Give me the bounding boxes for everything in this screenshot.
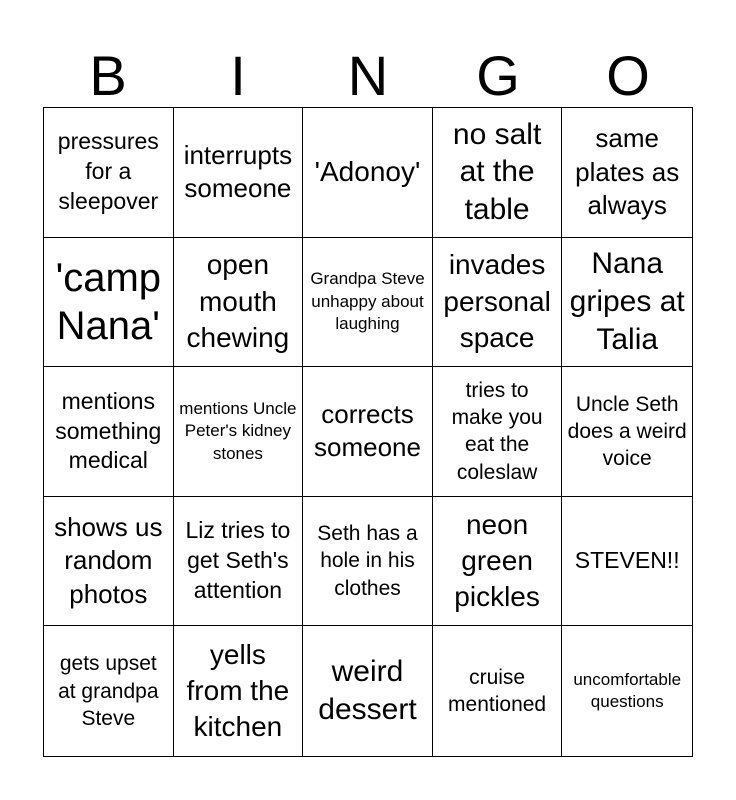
cell-text: gets upset at grandpa Steve: [58, 652, 159, 730]
bingo-cell[interactable]: [44, 626, 174, 756]
cell-text: STEVEN!!: [574, 547, 680, 574]
bingo-cell[interactable]: [433, 108, 563, 238]
cell-text: yells from the kitchen: [186, 638, 290, 743]
bingo-header: [43, 44, 693, 108]
bingo-cell[interactable]: [433, 626, 563, 756]
cell-text: neon green pickles: [454, 508, 540, 613]
bingo-cell[interactable]: [433, 497, 563, 627]
bingo-cell[interactable]: [174, 367, 304, 497]
cell-text: open mouth chewing: [186, 249, 290, 354]
bingo-cell[interactable]: [562, 238, 692, 368]
header-letter-n: N: [347, 44, 389, 107]
bingo-cell[interactable]: [303, 626, 433, 756]
bingo-cell[interactable]: [44, 108, 174, 238]
cell-text: Liz tries to get Seth's attention: [185, 517, 291, 604]
header-letter-i: I: [230, 44, 246, 107]
bingo-cell[interactable]: [303, 108, 433, 238]
cell-text: same plates as always: [575, 123, 680, 220]
bingo-cell[interactable]: [303, 238, 433, 368]
cell-text: no salt at the table: [452, 117, 542, 227]
bingo-cell[interactable]: [562, 367, 692, 497]
header-letter-o: O: [606, 44, 650, 107]
bingo-cell[interactable]: [303, 367, 433, 497]
cell-text: 'camp Nana': [55, 255, 162, 348]
cell-text: shows us random photos: [54, 512, 163, 609]
bingo-cell[interactable]: [174, 238, 304, 368]
bingo-cell[interactable]: [44, 497, 174, 627]
cell-text: Nana gripes at Talia: [569, 247, 685, 356]
cell-text: mentions something medical: [55, 387, 162, 474]
bingo-cell[interactable]: [562, 497, 692, 627]
cell-text: Seth has a hole in his clothes: [317, 522, 418, 600]
bingo-cell[interactable]: [174, 626, 304, 756]
cell-text: invades personal space: [443, 249, 551, 354]
cell-text: cruise mentioned: [448, 665, 547, 717]
cell-text: interrupts someone: [183, 140, 293, 204]
bingo-cell[interactable]: [433, 238, 563, 368]
cell-text: 'Adonoy': [314, 156, 421, 188]
header-letter-g: G: [476, 44, 520, 107]
bingo-cell[interactable]: [303, 497, 433, 627]
cell-text: pressures for a sleepover: [57, 128, 159, 215]
bingo-cell[interactable]: [44, 367, 174, 497]
bingo-board: [43, 107, 693, 757]
bingo-cell[interactable]: [433, 367, 563, 497]
cell-text: Grandpa Steve unhappy about laughing: [310, 269, 425, 334]
cell-text: corrects someone: [314, 399, 421, 463]
bingo-cell[interactable]: [562, 108, 692, 238]
cell-text: tries to make you eat the coleslaw: [451, 378, 543, 484]
bingo-cell[interactable]: [562, 626, 692, 756]
cell-text: weird dessert: [318, 655, 417, 727]
bingo-cell[interactable]: [44, 238, 174, 368]
bingo-cell[interactable]: [174, 108, 304, 238]
cell-text: Uncle Seth does a weird voice: [567, 392, 687, 471]
header-letter-b: B: [89, 44, 127, 107]
cell-text: mentions Uncle Peter's kidney stones: [179, 398, 297, 463]
cell-text: uncomfortable questions: [573, 669, 682, 712]
bingo-cell[interactable]: [174, 497, 304, 627]
